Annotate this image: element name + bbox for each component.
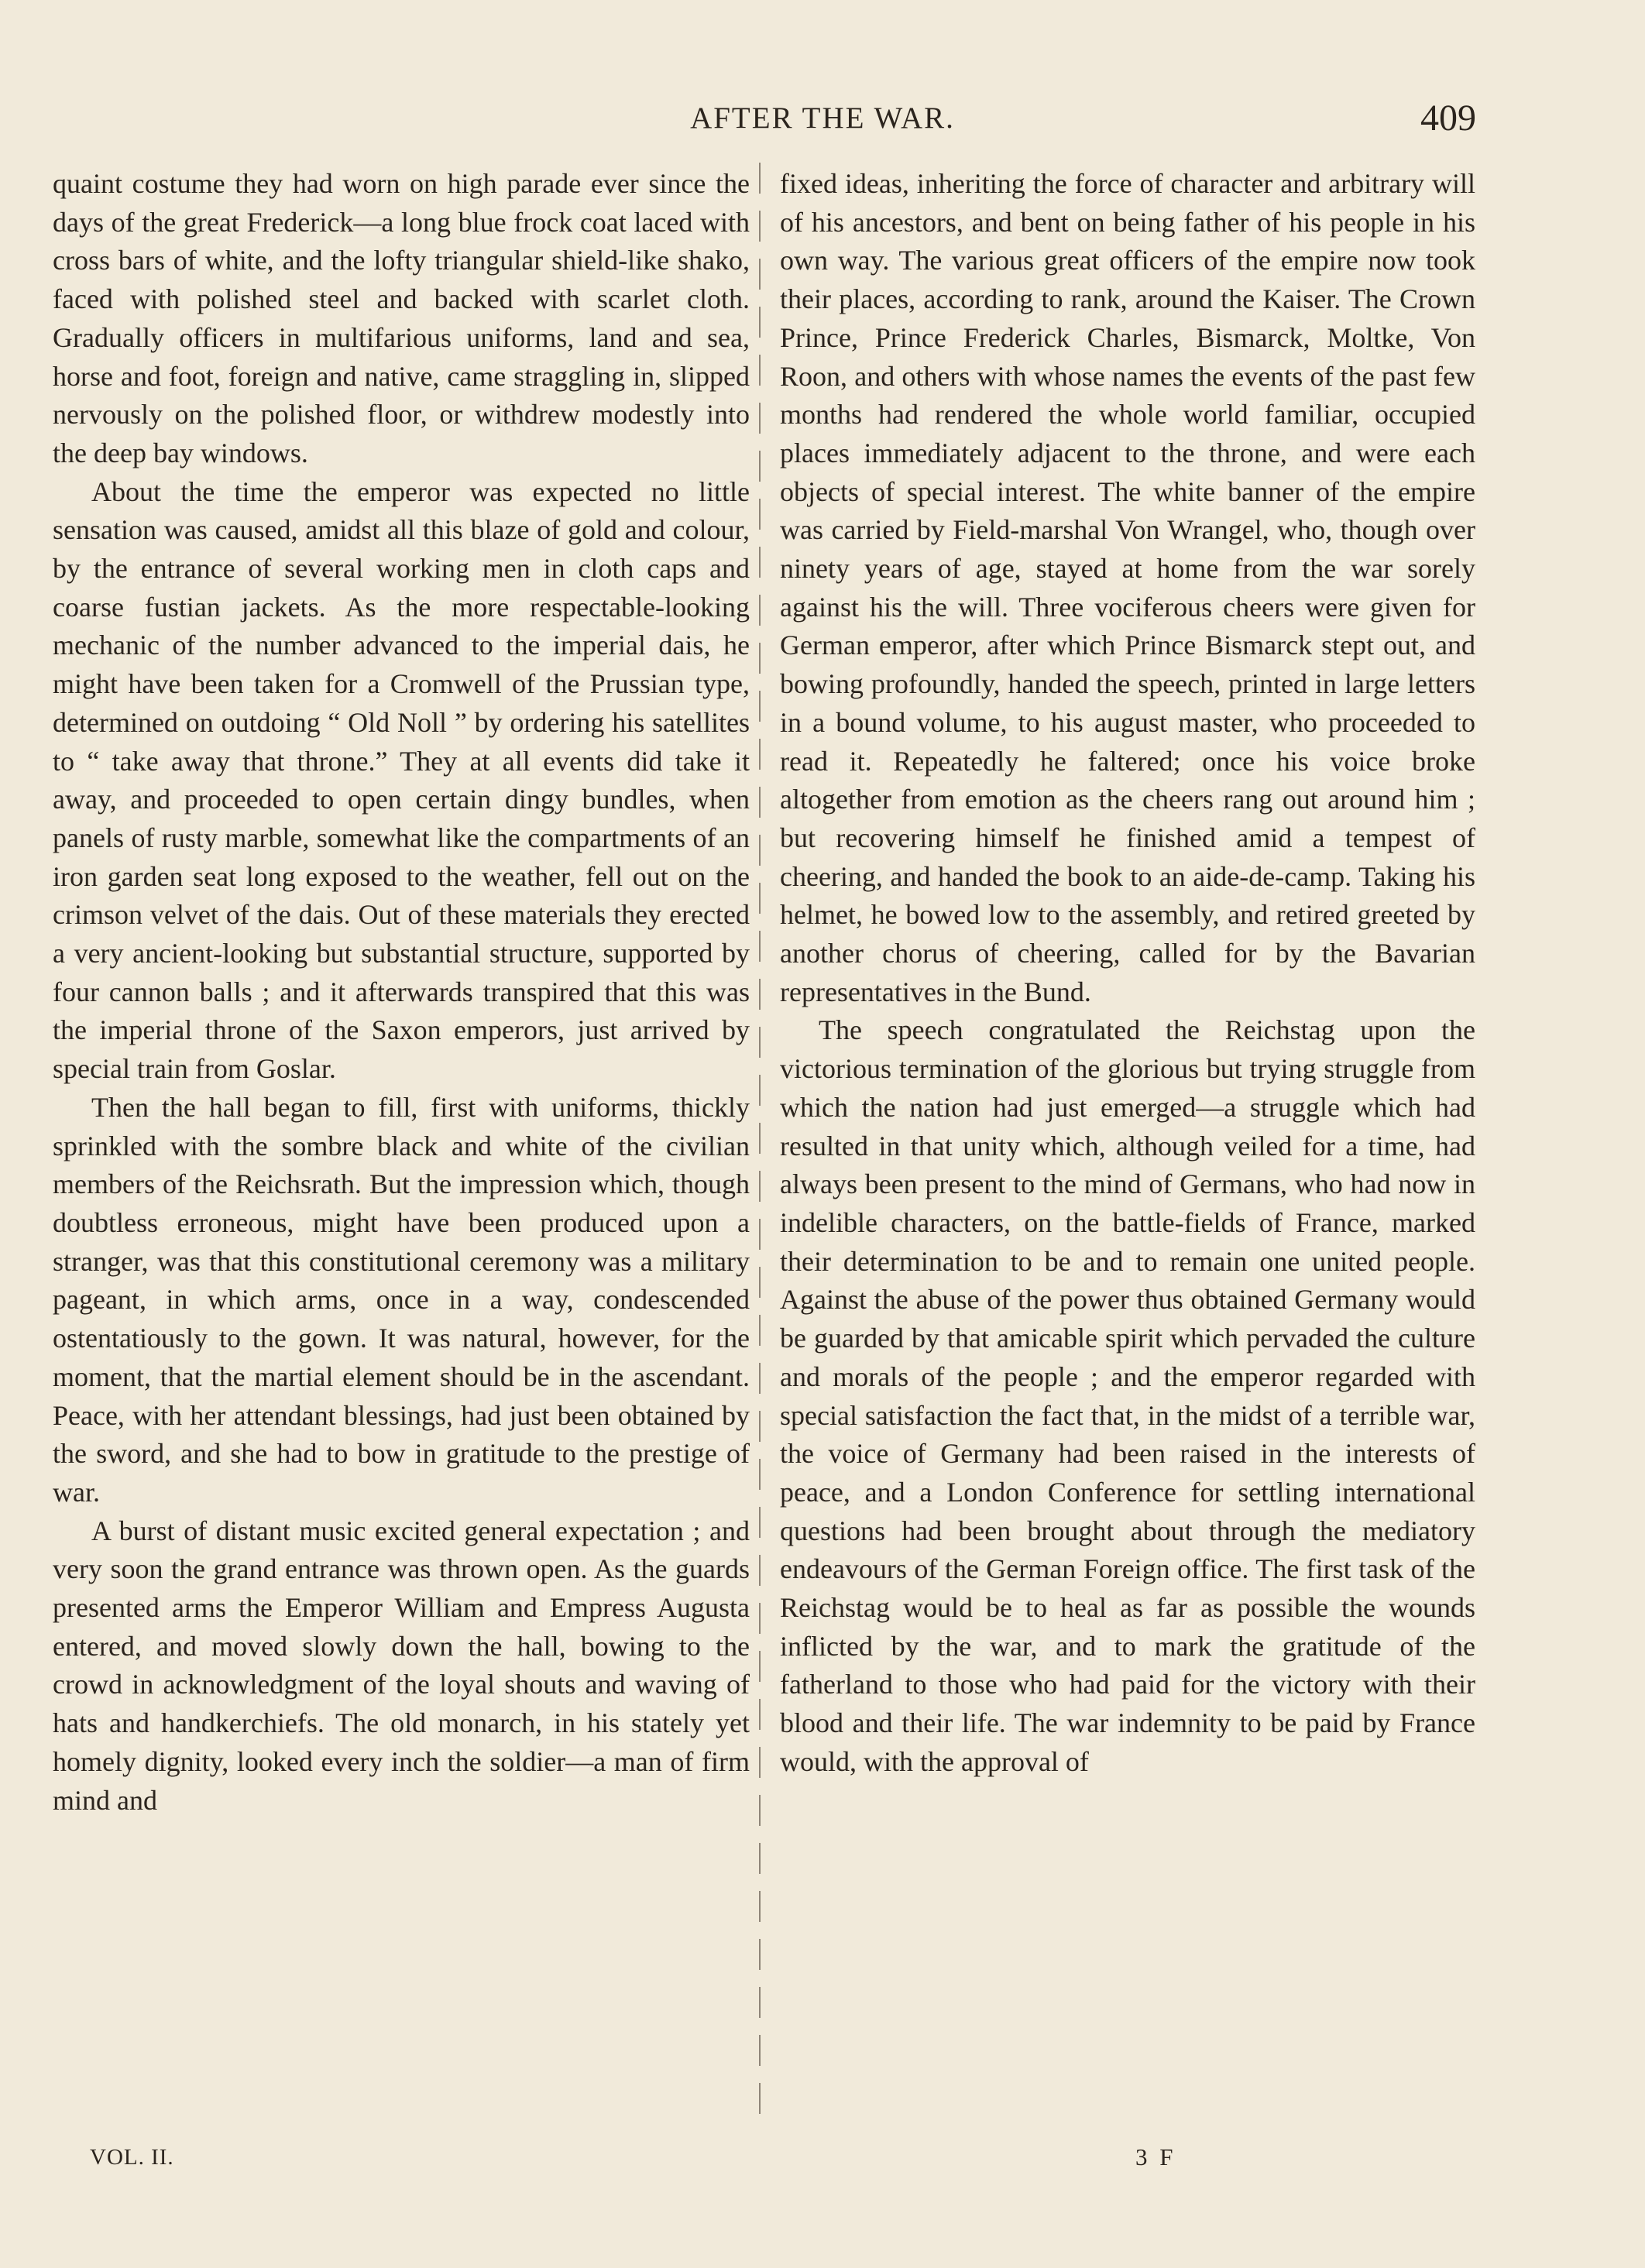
volume-label: VOL. II. [90, 2145, 174, 2170]
right-column [780, 165, 1475, 1782]
column-divider [759, 163, 761, 2129]
signature-mark: 3 F [1135, 2143, 1176, 2170]
paragraph: quaint costume they had worn on high parade ever since the days of the great Frederick—a long blue frock coat laced with cross bars of white, and the lofty triangular shield-like shako, faced with polished steel and backed with scarlet cloth. Gradually officers in multifarious uniforms, land and sea, horse and foot, foreign and native, came straggling in, slipped nervously on the polished floor, or withdrew modestly into the deep bay windows. [53, 168, 750, 468]
paragraph: A burst of distant music excited general expectation ; and very soon the grand entrance was thrown open. As the guards presented arms the Emperor William and Empress Augusta entered, and moved slowly down the hall, bowing to the crowd in acknowledgment of the loyal shouts and waving of hats and handkerchiefs. The old monarch, in his stately yet homely dignity, looked every inch the soldier—a man of firm mind and [53, 1515, 750, 1816]
left-column [53, 165, 750, 1820]
page-number: 409 [1420, 98, 1476, 139]
paragraph: About the time the emperor was expected no little sensation was caused, amidst all this blaze of gold and colour, by the entrance of several working men in cloth caps and coarse fustian jackets. As the more respectable-looking mechanic of the number advanced to the imperial dais, he might have been taken for a Cromwell of the Prussian type, determined on outdoing “ Old Noll ” by ordering his satellites to “ take away that throne.” They at all events did take it away, and proceeded to open certain dingy bundles, when panels of rusty marble, somewhat like the compartments of an iron garden seat long exposed to the weather, fell out on the crimson velvet of the dais. Out of these materials they erected a very ancient-looking but substantial structure, supported by four cannon balls ; and it afterwards transpired that this was the imperial throne of the Saxon emperors, just arrived by special train from Goslar. [53, 475, 750, 1085]
running-title: AFTER THE WAR. [690, 101, 955, 135]
paragraph: fixed ideas, inheriting the force of character and arbitrary will of his ancestors, and bent on being father of his people in his own way. The various great officers of the empire now took their places, according to rank, around the Kaiser. The Crown Prince, Prince Frederick Charles, Bismarck, Moltke, Von Roon, and others with whose names the events of the past few months had rendered the whole world familiar, occupied places immediately adjacent to the throne, and were each objects of special interest. The white banner of the empire was carried by Field-marshal Von Wrangel, who, though over ninety years of age, stayed at home from the war sorely against his the will. Three vociferous cheers were given for German emperor, after which Prince Bismarck stept out, and bowing profoundly, handed the speech, printed in large letters in a bound volume, to his august master, who proceeded to read it. Repeatedly he faltered; once his voice broke altogether from emotion as the cheers rang out around him ; but recovering himself he finished amid a tempest of cheering, and handed the book to an aide-de-camp. Taking his helmet, he bowed low to the assembly, and retired greeted by another chorus of cheering, called for by the Bavarian representatives in the Bund. [780, 168, 1475, 1007]
paragraph: Then the hall began to fill, first with uniforms, thickly sprinkled with the sombre black and white of the civilian members of the Reichsrath. But the impression which, though doubtless erroneous, might have been produced upon a stranger, was that this constitutional ceremony was a military pageant, in which arms, once in a way, condescended ostentatiously to the gown. It was natural, however, for the moment, that the martial element should be in the ascendant. Peace, with her attendant blessings, had just been obtained by the sword, and she had to bow in gratitude to the prestige of war. [53, 1091, 750, 1508]
paragraph: The speech congratulated the Reichstag upon the victorious termination of the glorious but trying struggle from which the nation had just emerged—a struggle which had resulted in that unity which, although veiled for a time, had always been present to the mind of Germans, who had now in indelible characters, on the battle-fields of France, marked their determination to be and to remain one united people. Against the abuse of the power thus obtained Germany would be guarded by that amicable spirit which pervaded the culture and morals of the people ; and the emperor regarded with special satisfaction the fact that, in the midst of a terrible war, the voice of Germany had been raised in the interests of peace, and a London Conference for settling international questions had been brought about through the mediatory endeavours of the German Foreign office. The first task of the Reichstag would be to heal as far as possible the wounds inflicted by the war, and to mark the gratitude of the fatherland to those who had paid for the victory with their blood and their life. The war indemnity to be paid by France would, with the approval of [780, 1014, 1475, 1777]
